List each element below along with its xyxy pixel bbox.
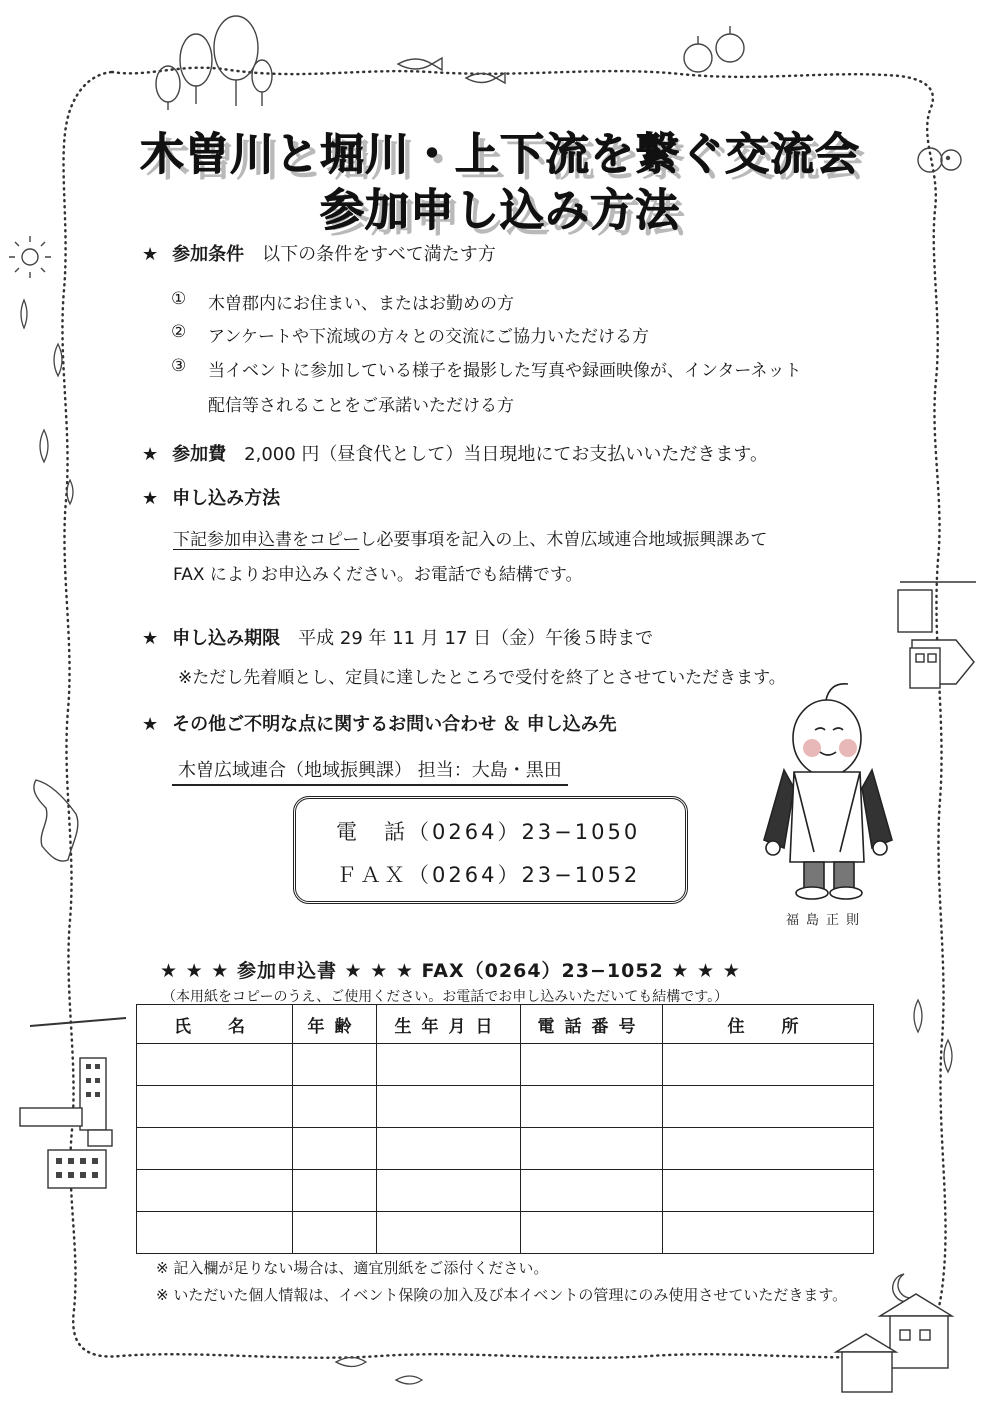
form-heading: ★ ★ ★ 参加申込書 ★ ★ ★ FAX（0264）23−1052 ★ ★ ★ (160, 960, 741, 982)
form-cell[interactable] (377, 1212, 521, 1254)
sun-illustration (9, 236, 51, 278)
section-heading: その他ご不明な点に関するお問い合わせ ＆ 申し込み先 (172, 714, 617, 735)
houses-illustration-bottom (836, 1294, 952, 1392)
table-row (137, 1212, 874, 1254)
section-heading: 参加費 (172, 444, 227, 465)
list-number: ② (171, 322, 187, 342)
application-form-table (136, 1004, 874, 1254)
column-header-age: 年齢 (293, 1005, 377, 1044)
star-icon: ★ (142, 488, 159, 509)
section-fee (142, 440, 768, 466)
section-heading: 申し込み期限 (172, 628, 281, 649)
form-cell[interactable] (521, 1044, 663, 1086)
section-conditions (142, 240, 496, 266)
fish-illustration-bottom (336, 1358, 422, 1385)
deadline-note: ※ただし先着順とし、定員に達したところで受付を終了とさせていただきます。 (178, 668, 786, 688)
form-cell[interactable] (521, 1212, 663, 1254)
star-icon: ★ (142, 628, 159, 649)
column-header-name: 氏 名 (137, 1005, 293, 1044)
section-method (142, 484, 298, 510)
contact-org: 木曽広域連合（地域振興課） 担当：大島・黒田 (172, 756, 568, 786)
section-heading: 参加条件 (172, 244, 245, 265)
form-cell[interactable] (521, 1170, 663, 1212)
fax-number: ＦＡＸ（0264）23−1052 (336, 863, 641, 887)
method-underlined-text: 下記参加申込書をコピー (173, 530, 360, 550)
list-item: アンケートや下流域の方々との交流にご協力いただける方 (208, 327, 649, 347)
form-cell[interactable] (293, 1044, 377, 1086)
form-cell[interactable] (137, 1086, 293, 1128)
column-header-address: 住 所 (663, 1005, 874, 1044)
list-item: 当イベントに参加している様子を撮影した写真や録画映像が、インターネット (208, 361, 802, 381)
table-header-row (137, 1005, 874, 1044)
deadline-date: 平成 29 年 11 月 17 日（金）午後５時まで (298, 628, 654, 649)
method-text: し必要事項を記入の上、木曽広域連合地域振興課あて (359, 530, 768, 550)
form-cell[interactable] (521, 1086, 663, 1128)
column-header-phone: 電話番号 (521, 1005, 663, 1044)
phone-box (293, 796, 688, 904)
form-cell[interactable] (663, 1212, 874, 1254)
form-note: （本用紙をコピーのうえ、ご使用ください。お電話でお申し込みいただいても結構です。） (162, 989, 729, 1005)
buildings-illustration (20, 1018, 126, 1188)
fish-illustration (398, 58, 505, 83)
character-name: 福島正則 (786, 913, 867, 928)
table-row (137, 1086, 874, 1128)
form-cell[interactable] (137, 1128, 293, 1170)
form-cell[interactable] (293, 1128, 377, 1170)
page-title-line1: 木曽川と堀川・上下流を繋ぐ交流会 (140, 129, 860, 180)
form-cell[interactable] (293, 1212, 377, 1254)
star-icon: ★ (142, 714, 159, 735)
form-cell[interactable] (377, 1044, 521, 1086)
footnote: ※ 記入欄が足りない場合は、適宜別紙をご添付ください。 (156, 1259, 549, 1277)
form-cell[interactable] (377, 1170, 521, 1212)
footnote: ※ いただいた個人情報は、イベント保険の加入及び本イベントの管理にのみ使用させていただきます。 (156, 1286, 848, 1304)
section-deadline (142, 624, 653, 650)
trees-illustration (156, 16, 272, 110)
fish-illustration-right (914, 1000, 952, 1072)
list-item-continuation: 配信等されることをご承諾いただける方 (208, 396, 514, 416)
form-cell[interactable] (137, 1212, 293, 1254)
section-contact (142, 710, 635, 736)
section-intro: 以下の条件をすべて満たす方 (262, 244, 496, 265)
apple-illustration (684, 26, 744, 72)
fish-illustration-left (21, 300, 73, 504)
list-number: ③ (171, 356, 187, 376)
form-cell[interactable] (663, 1086, 874, 1128)
table-row (137, 1170, 874, 1212)
method-line1 (173, 525, 767, 550)
star-icon: ★ (142, 444, 159, 465)
character-illustration (764, 684, 892, 899)
fee-text: 2,000 円（昼食代として）当日現地にてお支払いいただきます。 (244, 444, 768, 465)
form-cell[interactable] (521, 1128, 663, 1170)
form-cell[interactable] (293, 1086, 377, 1128)
list-item: 木曽郡内にお住まい、またはお勤めの方 (208, 294, 514, 314)
phone-number: 電 話（0264）23−1050 (336, 820, 641, 844)
form-cell[interactable] (663, 1044, 874, 1086)
form-cell[interactable] (377, 1128, 521, 1170)
form-cell[interactable] (293, 1170, 377, 1212)
table-row (137, 1128, 874, 1170)
method-line2: FAX によりお申込みください。お電話でも結構です。 (173, 565, 583, 585)
star-icon: ★ (142, 244, 159, 265)
map-outline (34, 780, 78, 861)
form-cell[interactable] (663, 1170, 874, 1212)
form-cell[interactable] (137, 1170, 293, 1212)
table-row (137, 1044, 874, 1086)
form-cell[interactable] (137, 1044, 293, 1086)
form-cell[interactable] (377, 1086, 521, 1128)
form-cell[interactable] (663, 1128, 874, 1170)
column-header-birthdate: 生年月日 (377, 1005, 521, 1044)
section-heading: 申し込み方法 (172, 488, 281, 509)
list-number: ① (171, 289, 187, 309)
page-title-line2: 参加申し込み方法 (320, 185, 680, 236)
